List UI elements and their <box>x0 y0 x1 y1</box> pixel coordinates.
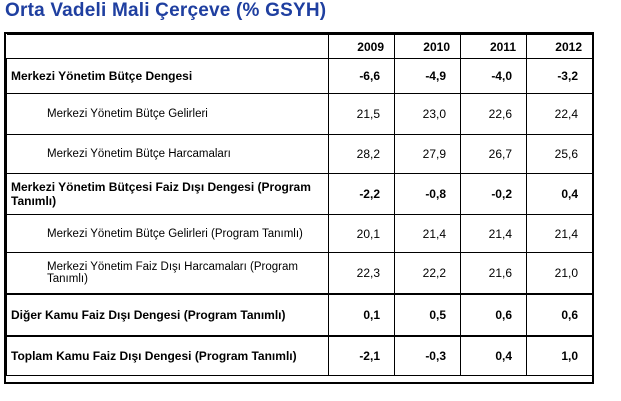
row-value: 0,1 <box>329 294 395 336</box>
table-row <box>7 336 593 376</box>
row-value: 1,0 <box>527 336 593 376</box>
row-label: Merkezi Yönetim Bütçe Dengesi <box>7 59 329 94</box>
row-label: Merkezi Yönetim Bütçesi Faiz Dışı Dengesi (Program Tanımlı) <box>7 174 329 215</box>
row-value: -0,3 <box>395 336 461 376</box>
row-value: -4,9 <box>395 59 461 94</box>
row-label: Diğer Kamu Faiz Dışı Dengesi (Program Tanımlı) <box>7 294 329 336</box>
row-value: 22,6 <box>461 94 527 135</box>
table-row <box>7 174 593 215</box>
row-value: 21,6 <box>461 253 527 295</box>
table-row <box>7 294 593 336</box>
year-header: 2010 <box>395 35 461 59</box>
row-value: 22,3 <box>329 253 395 295</box>
row-value: 22,4 <box>527 94 593 135</box>
table-row <box>7 135 593 174</box>
row-label: Merkezi Yönetim Faiz Dışı Harcamaları (Program Tanımlı) <box>7 253 329 295</box>
table-row <box>7 215 593 253</box>
row-value: 0,4 <box>461 336 527 376</box>
row-value: 25,6 <box>527 135 593 174</box>
row-value: 26,7 <box>461 135 527 174</box>
row-value: 21,5 <box>329 94 395 135</box>
row-value: 21,0 <box>527 253 593 295</box>
table-row <box>7 59 593 94</box>
year-header: 2011 <box>461 35 527 59</box>
row-value: 27,9 <box>395 135 461 174</box>
row-value: -0,2 <box>461 174 527 215</box>
corner-cell <box>7 35 329 59</box>
row-value: 21,4 <box>461 215 527 253</box>
row-value: 0,5 <box>395 294 461 336</box>
row-value: 22,2 <box>395 253 461 295</box>
row-label: Toplam Kamu Faiz Dışı Dengesi (Program Tanımlı) <box>7 336 329 376</box>
year-header: 2009 <box>329 35 395 59</box>
row-value: 0,6 <box>461 294 527 336</box>
row-value: 0,4 <box>527 174 593 215</box>
row-value: 0,6 <box>527 294 593 336</box>
row-value: 28,2 <box>329 135 395 174</box>
year-header: 2012 <box>527 35 593 59</box>
row-value: -6,6 <box>329 59 395 94</box>
row-value: -0,8 <box>395 174 461 215</box>
row-value: -2,1 <box>329 336 395 376</box>
row-value: 20,1 <box>329 215 395 253</box>
row-value: 21,4 <box>527 215 593 253</box>
table-row <box>7 94 593 135</box>
row-value: 23,0 <box>395 94 461 135</box>
row-label: Merkezi Yönetim Bütçe Gelirleri (Program Tanımlı) <box>7 215 329 253</box>
table-row <box>7 253 593 295</box>
row-value: -3,2 <box>527 59 593 94</box>
row-value: 21,4 <box>395 215 461 253</box>
row-value: -4,0 <box>461 59 527 94</box>
page-title: Orta Vadeli Mali Çerçeve (% GSYH) <box>5 0 327 21</box>
row-label: Merkezi Yönetim Bütçe Harcamaları <box>7 135 329 174</box>
row-label: Merkezi Yönetim Bütçe Gelirleri <box>7 94 329 135</box>
header-row <box>7 35 593 59</box>
row-value: -2,2 <box>329 174 395 215</box>
fiscal-framework-table <box>4 32 594 384</box>
